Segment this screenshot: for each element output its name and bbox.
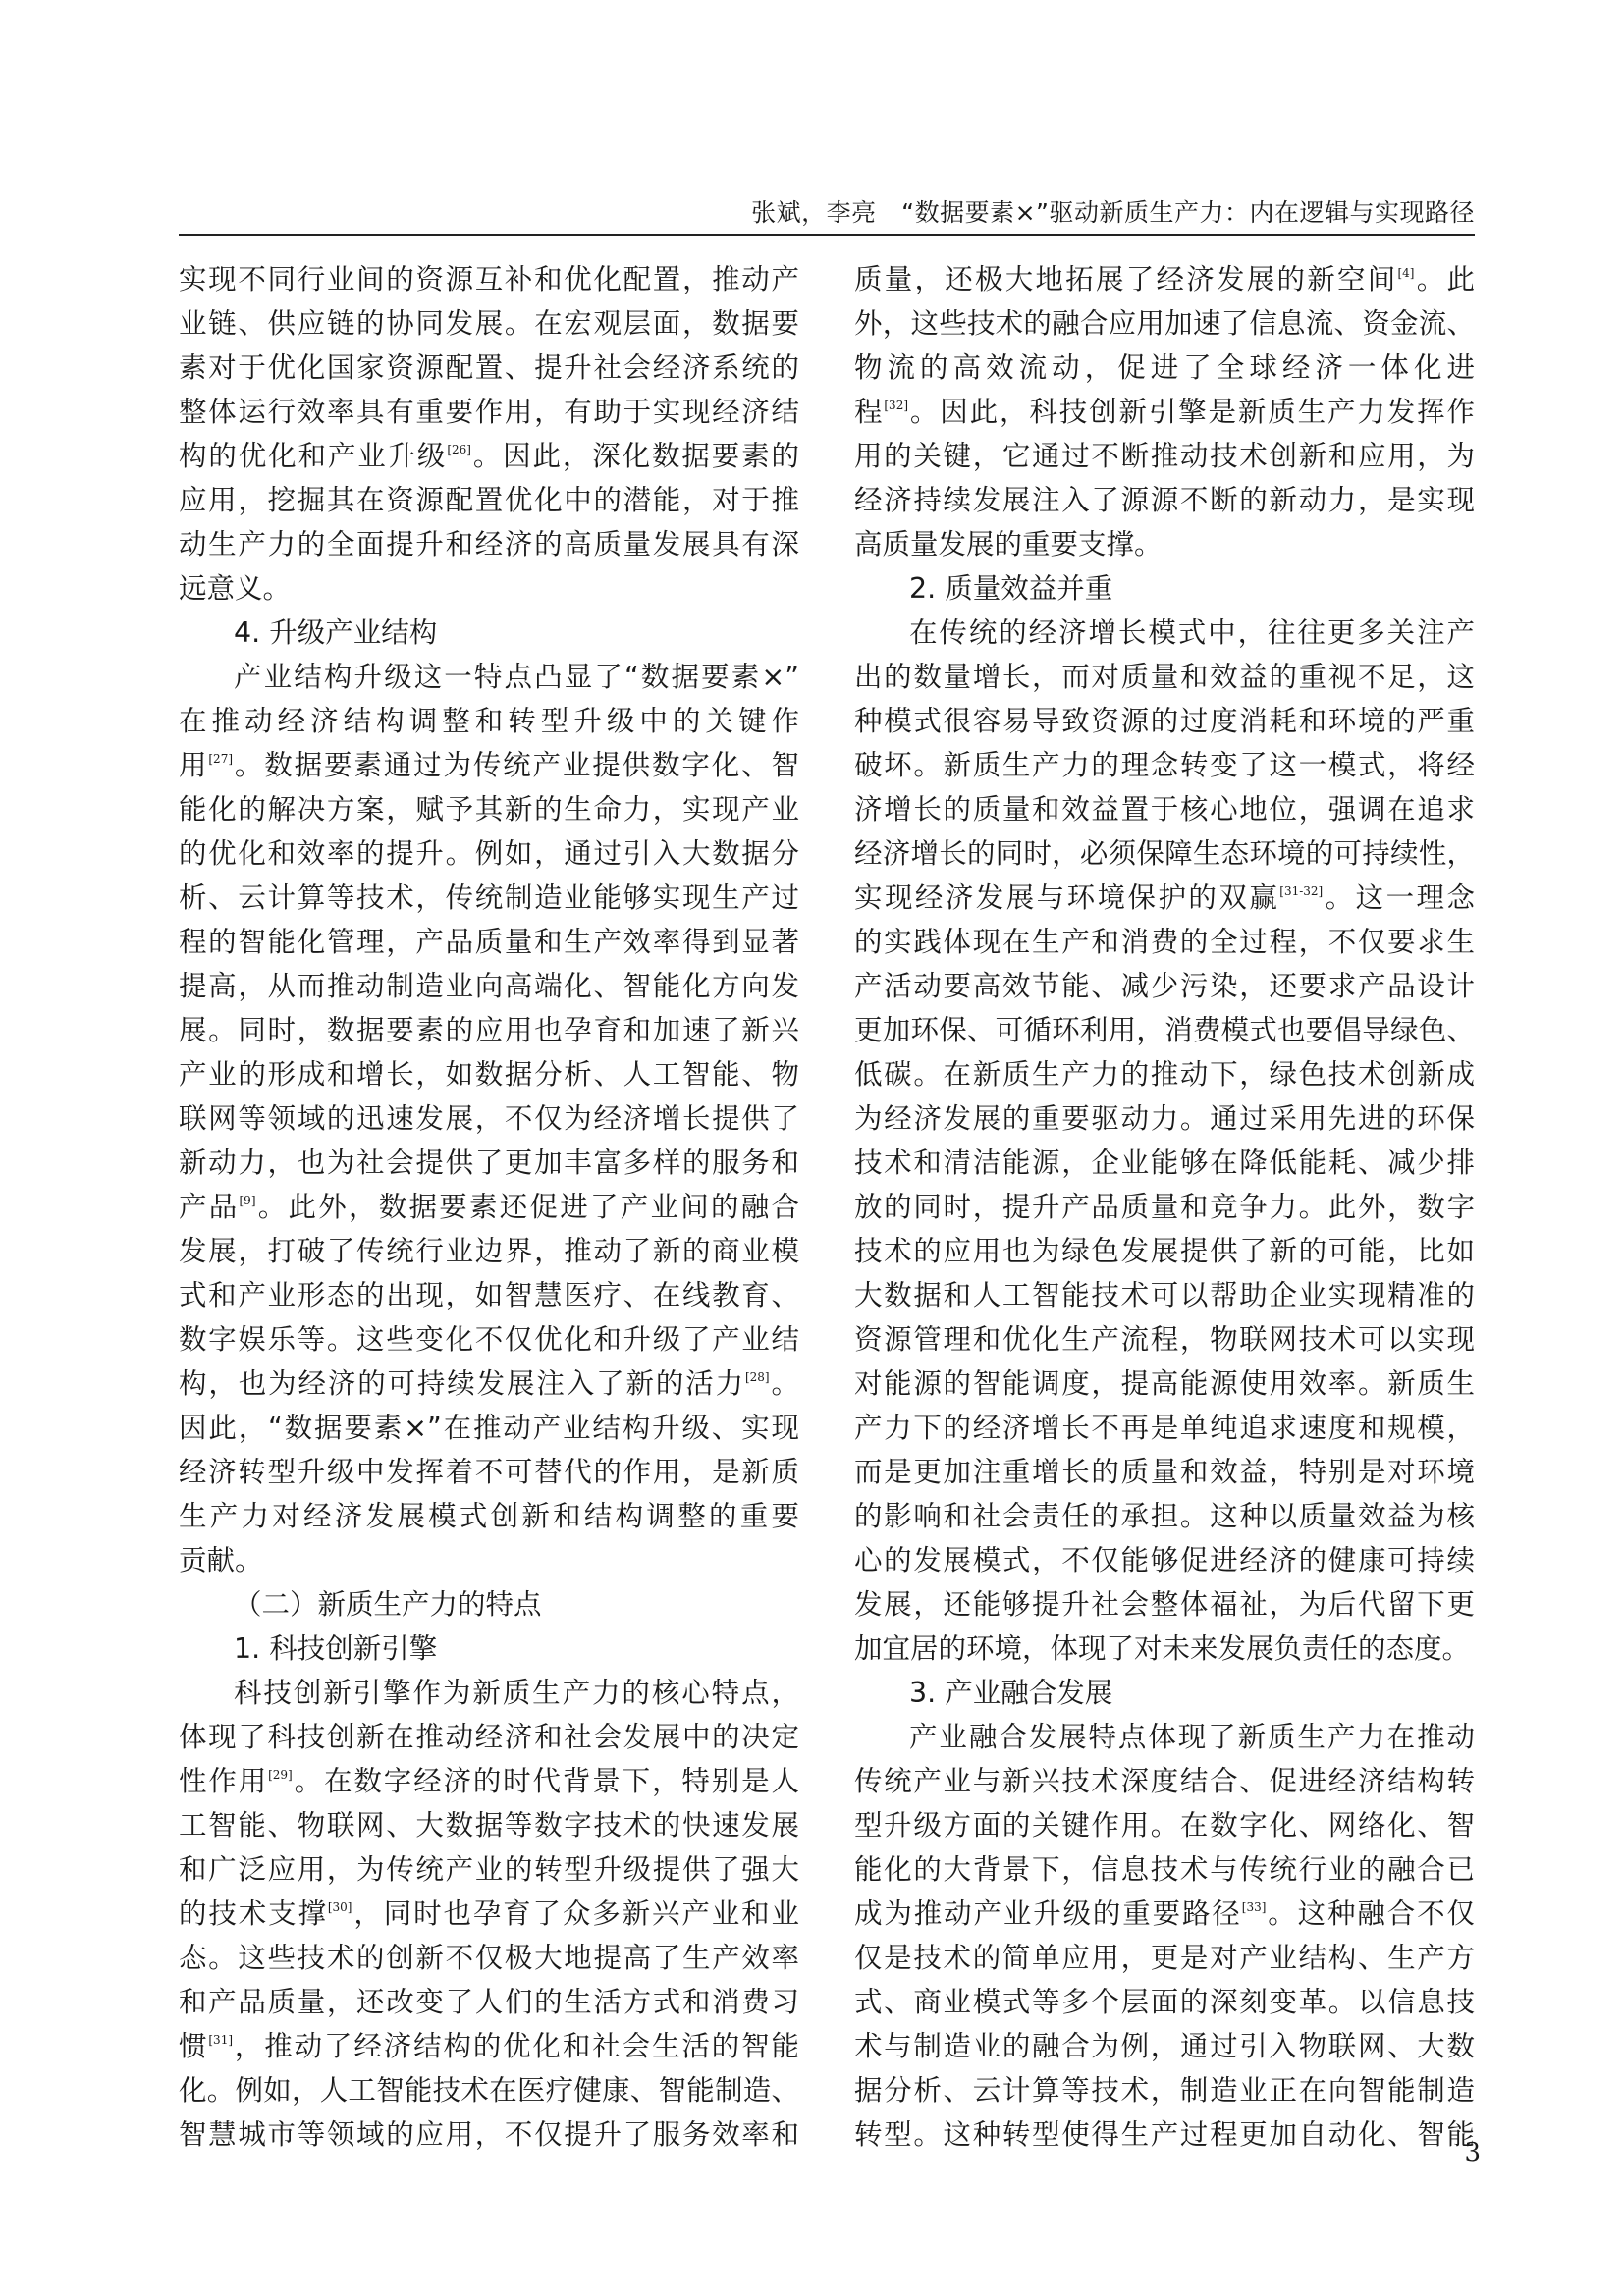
line-text: 型升级方面的关键作用。在数字化、网络化、智 [854,1809,1475,1842]
line-text: 种模式很容易导致资源的过度消耗和环境的严重 [854,705,1475,737]
text-line [854,1803,1475,1847]
line-text: 业链、供应链的协同发展。在宏观层面，数据要 [179,307,799,340]
text-line [854,1582,1475,1627]
line-text: 1. 科技创新引擎 [234,1632,438,1665]
line-text: 经济转型升级中发挥着不可替代的作用，是新质 [179,1456,799,1488]
text-line [854,1273,1475,1317]
line-text: 能化的大背景下，信息技术与传统行业的融合已 [854,1853,1475,1886]
line-text: 程 [854,396,885,428]
line-text: 而是更加注重增长的质量和效益，特别是对环境 [854,1456,1475,1488]
line-text: 新动力，也为社会提供了更加丰富多样的服务和 [179,1147,799,1179]
line-text: 4. 升级产业结构 [234,616,438,649]
line-text: 心的发展模式，不仅能够促进经济的健康可持续 [854,1544,1475,1576]
line-text-continued: 。这种融合不仅 [1266,1897,1475,1930]
text-line [854,1317,1475,1362]
text-line [854,1008,1475,1052]
text-line [179,1450,799,1494]
text-line [854,964,1475,1008]
citation-marker: [4] [1397,266,1415,280]
line-text: 2. 质量效益并重 [909,572,1113,605]
line-text: 构，也为经济的可持续发展注入了新的活力 [179,1367,745,1400]
text-line [854,1892,1475,1936]
text-line [854,831,1475,876]
page-number: 3 [1464,2138,1481,2167]
line-text: 式和产业形态的出现，如智慧医疗、在线教育、 [179,1279,799,1311]
text-line [179,1847,799,1892]
text-line [179,655,799,699]
line-text: 用 [179,749,209,781]
text-line [179,2024,799,2068]
text-line [854,1450,1475,1494]
text-line [179,699,799,743]
line-text: 科技创新引擎作为新质生产力的核心特点， [234,1677,799,1709]
text-line [179,1052,799,1096]
text-line [854,1141,1475,1185]
text-line [179,257,799,301]
line-text: 能化的解决方案，赋予其新的生命力，实现产业 [179,793,799,826]
text-line [179,1362,799,1406]
line-text: 展。同时，数据要素的应用也孕育和加速了新兴 [179,1014,799,1046]
line-text: 仅是技术的简单应用，更是对产业结构、生产方 [854,1942,1475,1974]
line-text: 转型。这种转型使得生产过程更加自动化、智能 [854,2118,1475,2151]
text-line [179,1141,799,1185]
citation-marker: [29] [268,1768,293,1782]
text-line [179,346,799,390]
line-text: 产力下的经济增长不再是单纯追求速度和规模， [854,1412,1475,1444]
text-line [854,434,1475,478]
line-text: 素对于优化国家资源配置、提升社会经济系统的 [179,351,799,384]
line-text: 生产力对经济发展模式创新和结构调整的重要 [179,1500,799,1532]
text-line [179,478,799,522]
line-text: 整体运行效率具有重要作用，有助于实现经济结 [179,396,799,428]
citation-marker: [31] [208,2033,234,2047]
line-text: 据分析、云计算等技术，制造业正在向智能制造 [854,2074,1475,2107]
line-text: 工智能、物联网、大数据等数字技术的快速发展 [179,1809,799,1842]
line-text: 数字娱乐等。这些变化不仅优化和升级了产业结 [179,1323,799,1356]
citation-marker: [30] [327,1900,352,1914]
text-line [179,522,799,566]
text-line [854,1406,1475,1450]
line-text: 成为推动产业升级的重要路径 [854,1897,1242,1930]
text-line [854,1052,1475,1096]
line-text: 低碳。在新质生产力的推动下，绿色技术创新成 [854,1058,1475,1091]
text-line [854,743,1475,787]
line-text: 析、云计算等技术，传统制造业能够实现生产过 [179,881,799,914]
text-line [179,1715,799,1759]
text-line [179,1759,799,1803]
text-line [854,2068,1475,2112]
line-text: 术与制造业的融合为例，通过引入物联网、大数 [854,2030,1475,2062]
line-text: 产业的形成和增长，如数据分析、人工智能、物 [179,1058,799,1091]
citation-marker: [27] [208,752,234,766]
line-text: 济增长的质量和效益置于核心地位，强调在追求 [854,793,1475,826]
line-text: 产品 [179,1191,240,1223]
text-line [179,920,799,964]
line-text-continued: 。此外，数据要素还促进了产业间的融合 [255,1191,799,1223]
line-text: 性作用 [179,1765,269,1797]
text-line [179,434,799,478]
line-text: 远意义。 [179,572,292,605]
line-text: 应用，挖掘其在资源配置优化中的潜能，对于推 [179,484,799,516]
text-line [854,1362,1475,1406]
text-line [854,1538,1475,1582]
line-text: 出的数量增长，而对质量和效益的重视不足，这 [854,661,1475,693]
text-line [179,2112,799,2157]
text-line [854,1847,1475,1892]
text-line [179,1008,799,1052]
running-header [179,196,1475,236]
right-column [854,257,1475,2157]
line-text: 动生产力的全面提升和经济的高质量发展具有深 [179,528,799,561]
line-text: 加宜居的环境，体现了对未来发展负责任的态度。 [854,1632,1471,1665]
text-line [854,1627,1475,1671]
text-line [854,478,1475,522]
text-line [854,1096,1475,1141]
text-line [179,566,799,611]
line-text: 构的优化和产业升级 [179,440,448,472]
line-text: 惯 [179,2030,209,2062]
line-text-continued: 。在数字经济的时代背景下，特别是人 [292,1765,799,1797]
line-text: 联网等领域的迅速发展，不仅为经济增长提供了 [179,1102,799,1135]
text-line [179,964,799,1008]
text-line [854,1185,1475,1229]
line-text: 和产品质量，还改变了人们的生活方式和消费习 [179,1986,799,2018]
line-text: 外，这些技术的融合应用加速了信息流、资金流、 [854,307,1475,340]
line-text: 智慧城市等领域的应用，不仅提升了服务效率和 [179,2118,799,2151]
line-text: 产业融合发展特点体现了新质生产力在推动 [909,1721,1475,1753]
line-text-continued: 。数据要素通过为传统产业提供数字化、智 [233,749,799,781]
line-text: 的实践体现在生产和消费的全过程，不仅要求生 [854,926,1475,958]
line-text: 因此，“数据要素×”在推动产业结构升级、实现 [179,1412,799,1444]
text-line [179,1980,799,2024]
text-line [179,2068,799,2112]
line-text-continued: 。 [769,1367,799,1400]
text-line [854,2112,1475,2157]
text-line [854,920,1475,964]
line-text: 对能源的智能调度，提高能源使用效率。新质生 [854,1367,1475,1400]
section-heading [179,1582,799,1627]
line-text: 的技术支撑 [179,1897,328,1930]
text-line [854,876,1475,920]
line-text-continued: ，同时也孕育了众多新兴产业和业 [352,1897,799,1930]
text-line [179,1096,799,1141]
text-line [179,743,799,787]
text-line [179,1803,799,1847]
line-text: （二）新质生产力的特点 [234,1588,542,1621]
text-line [179,787,799,831]
line-text: 体现了科技创新在推动经济和社会发展中的决定 [179,1721,799,1753]
section-heading [179,1627,799,1671]
line-text: 更加环保、可循环利用，消费模式也要倡导绿色、 [854,1014,1475,1046]
text-line [854,611,1475,655]
citation-marker: [32] [884,399,909,412]
line-text: 产业结构升级这一特点凸显了“数据要素×” [234,661,799,693]
text-line [179,1892,799,1936]
line-text: 在推动经济结构调整和转型升级中的关键作 [179,705,799,737]
text-line [179,390,799,434]
line-text: 高质量发展的重要支撑。 [854,528,1163,561]
section-heading [854,566,1475,611]
citation-marker: [31-32] [1279,884,1324,898]
text-line [854,1980,1475,2024]
text-line [179,1406,799,1450]
text-line [179,1671,799,1715]
text-line [179,831,799,876]
line-text: 式、商业模式等多个层面的深刻变革。以信息技 [854,1986,1475,2018]
text-line [854,301,1475,346]
text-line [179,1229,799,1273]
line-text: 化。例如，人工智能技术在医疗健康、智能制造、 [179,2074,799,2107]
text-line [854,1494,1475,1538]
line-text: 的优化和效率的提升。例如，通过引入大数据分 [179,837,799,870]
line-text: 放的同时，提升产品质量和竞争力。此外，数字 [854,1191,1475,1223]
line-text: 实现不同行业间的资源互补和优化配置，推动产 [179,263,799,295]
text-line [854,655,1475,699]
line-text-continued: 。因此，深化数据要素的 [470,440,799,472]
citation-marker: [33] [1241,1900,1267,1914]
text-line [854,1759,1475,1803]
line-text: 传统产业与新兴技术深度结合、促进经济结构转 [854,1765,1475,1797]
text-line [854,257,1475,301]
line-text: 技术的应用也为绿色发展提供了新的可能，比如 [854,1235,1475,1267]
line-text-continued: 。因此，科技创新引擎是新质生产力发挥作 [908,396,1475,428]
line-text: 实现经济发展与环境保护的双赢 [854,881,1280,914]
line-text: 技术和清洁能源，企业能够在降低能耗、减少排 [854,1147,1475,1179]
line-text: 质量，还极大地拓展了经济发展的新空间 [854,263,1398,295]
text-line [179,1185,799,1229]
line-text: 产活动要高效节能、减少污染，还要求产品设计 [854,970,1475,1002]
text-line [179,1317,799,1362]
running-title: 张斌，李亮 “数据要素×”驱动新质生产力：内在逻辑与实现路径 [751,198,1475,227]
line-text: 的影响和社会责任的承担。这种以质量效益为核 [854,1500,1475,1532]
text-line [854,1229,1475,1273]
line-text: 发展，还能够提升社会整体福祉，为后代留下更 [854,1588,1475,1621]
text-line [179,876,799,920]
text-line [179,1494,799,1538]
text-line [854,522,1475,566]
text-line [179,1273,799,1317]
line-text-continued: ，推动了经济结构的优化和社会生活的智能 [233,2030,799,2062]
line-text: 和广泛应用，为传统产业的转型升级提供了强大 [179,1853,799,1886]
citation-marker: [26] [447,443,471,456]
text-line [179,1538,799,1582]
left-column [179,257,799,2157]
text-line [179,1936,799,1980]
section-heading [854,1671,1475,1715]
text-line [854,2024,1475,2068]
section-heading [179,611,799,655]
line-text: 程的智能化管理，产品质量和生产效率得到显著 [179,926,799,958]
citation-marker: [9] [239,1194,256,1207]
text-line [854,390,1475,434]
line-text: 3. 产业融合发展 [909,1677,1113,1709]
citation-marker: [28] [744,1370,770,1384]
text-line [854,1715,1475,1759]
line-text: 在传统的经济增长模式中，往往更多关注产 [909,616,1475,649]
line-text: 资源管理和优化生产流程，物联网技术可以实现 [854,1323,1475,1356]
line-text: 用的关键，它通过不断推动技术创新和应用，为 [854,440,1475,472]
line-text: 贡献。 [179,1544,263,1576]
line-text: 经济增长的同时，必须保障生态环境的可持续性， [854,837,1475,870]
line-text-continued: 。此 [1414,263,1475,295]
text-line [854,787,1475,831]
text-line [854,1936,1475,1980]
line-text-continued: 。这一理念 [1323,881,1475,914]
text-line [854,346,1475,390]
line-text: 破坏。新质生产力的理念转变了这一模式，将经 [854,749,1475,781]
text-line [854,699,1475,743]
line-text: 物流的高效流动，促进了全球经济一体化进 [854,351,1475,384]
line-text: 态。这些技术的创新不仅极大地提高了生产效率 [179,1942,799,1974]
line-text: 经济持续发展注入了源源不断的新动力，是实现 [854,484,1475,516]
line-text: 大数据和人工智能技术可以帮助企业实现精准的 [854,1279,1475,1311]
line-text: 提高，从而推动制造业向高端化、智能化方向发 [179,970,799,1002]
text-line [179,301,799,346]
line-text: 发展，打破了传统行业边界，推动了新的商业模 [179,1235,799,1267]
line-text: 为经济发展的重要驱动力。通过采用先进的环保 [854,1102,1475,1135]
